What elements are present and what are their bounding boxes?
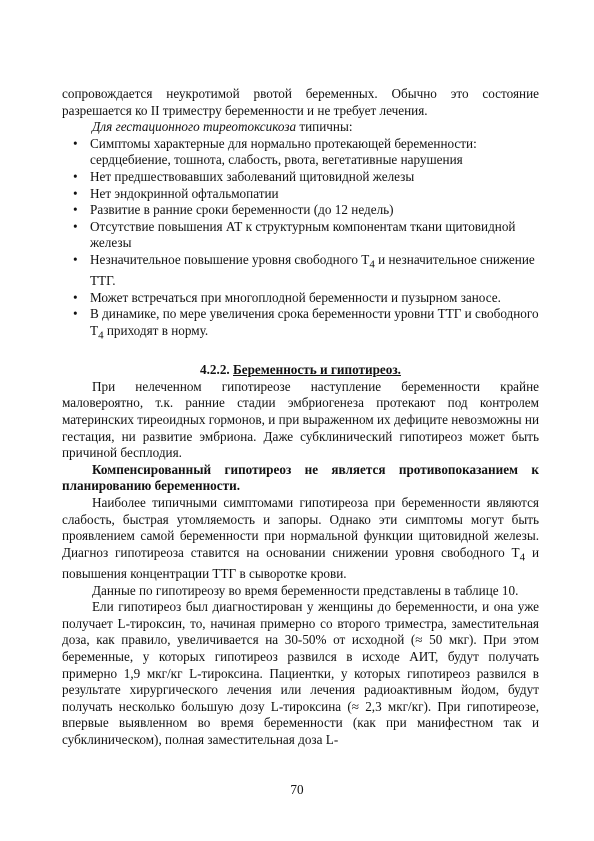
bullet-icon: • [73, 289, 78, 305]
list-item: • В динамике, по мере увеличения срока беременности уровни ТТГ и свободного $Т_4$ приходят в норму. [73, 306, 539, 342]
paragraph-symptoms: Наиболее типичными симптомами гипотиреоза при беременности являются слабость, быстрая утомляемость и запоры. Однако эти симптомы могут быть проявлением самой беременности при нормальной функции щитовидной железы. Диагноз гипотиреоза ставится на основании снижении уровня свободного $Т_4$ и повышения концентрации ТТГ в сыворотке крови. [62, 494, 540, 581]
paragraph-dosage: Ели гипотиреоз был диагностирован у женщины до беременности, и она уже получает L-тироксин, то, начиная примерно со второго триместра, заместительная доза, как правило, увеличивается на 30-50% от исходной (≈ 50 мкг). При этом беременные, у которых гипотиреоз развился в исходе АИТ, будут получать примерно 1,9 мкг/кг L-тироксина. Пациентки, у которых гипотиреоз развился в результате хирургического лечения или лечения радиоактивным йодом, будут получать несколько большую дозу L-тироксина (≈ 2,3 мкг/кг). При гипотиреозе, впервые выявленном во время беременности (как при манифестном так и субклиническом), полная заместительная доза L- [62, 599, 539, 747]
section-title: Беременность и гипотиреоз. [233, 362, 401, 378]
gestational-thyrotoxicosis-lead [62, 119, 539, 136]
bullet-icon: • [73, 135, 78, 151]
list-item: • Симптомы характерные для нормально протекающей беременности: сердцебиение, тошнота, слабость, рвота, вегетативные нарушения [73, 135, 477, 168]
bullet-icon: • [73, 218, 78, 234]
bullet-icon: • [73, 185, 78, 201]
bullet-icon: • [73, 168, 78, 184]
paragraph-untreated-hypothyroidism: При нелеченном гипотиреозе наступление беременности крайне маловероятно, т.к. ранние стадии эмбриогенеза протекают под контролем материнских тиреоидных гормонов, и при выраженном их дефиците невозможны ни гестация, ни развитие эмбриона. Даже субклинический гипотиреоз может быть причиной бесплодия. [62, 378, 540, 461]
page-number: 70 [290, 782, 304, 797]
paragraph-compensated-hypothyroidism: Компенсированный гипотиреоз не является противопоказанием к планированию беременности. [62, 461, 539, 494]
section-heading [62, 362, 539, 379]
lead-rest: типичны: [296, 119, 353, 135]
intro-paragraph: сопровождается неукротимой рвотой беременных. Обычно это состояние разрешается ко II триместру беременности и не требует лечения. [62, 86, 539, 118]
symptom-list [62, 136, 539, 344]
list-item: • Нет предшествовавших заболеваний щитовидной железы [73, 168, 415, 184]
list-item: • Отсутствие повышения АТ к структурным компонентам ткани щитовидной железы [73, 218, 516, 251]
bullet-icon: • [73, 251, 78, 267]
list-item: • Развитие в ранние сроки беременности (до 12 недель) [73, 202, 394, 218]
paragraph-table-reference: Данные по гипотиреозу во время беременности представлены в таблице 10. [92, 582, 519, 598]
text-block [62, 86, 539, 748]
bullet-icon: • [73, 306, 78, 322]
bullet-icon: • [73, 202, 78, 218]
italic-term: Для гестационного тиреотоксикоза [92, 119, 297, 135]
list-item: • Нет эндокринной офтальмопатии [73, 185, 279, 201]
list-item: • Может встречаться при многоплодной беременности и пузырном заносе. [73, 289, 501, 305]
section-number: 4.2.2. [200, 362, 230, 378]
list-item: • Незначительное повышение уровня свободного $Т_4$ и незначительное снижение ТТГ. [73, 251, 535, 289]
